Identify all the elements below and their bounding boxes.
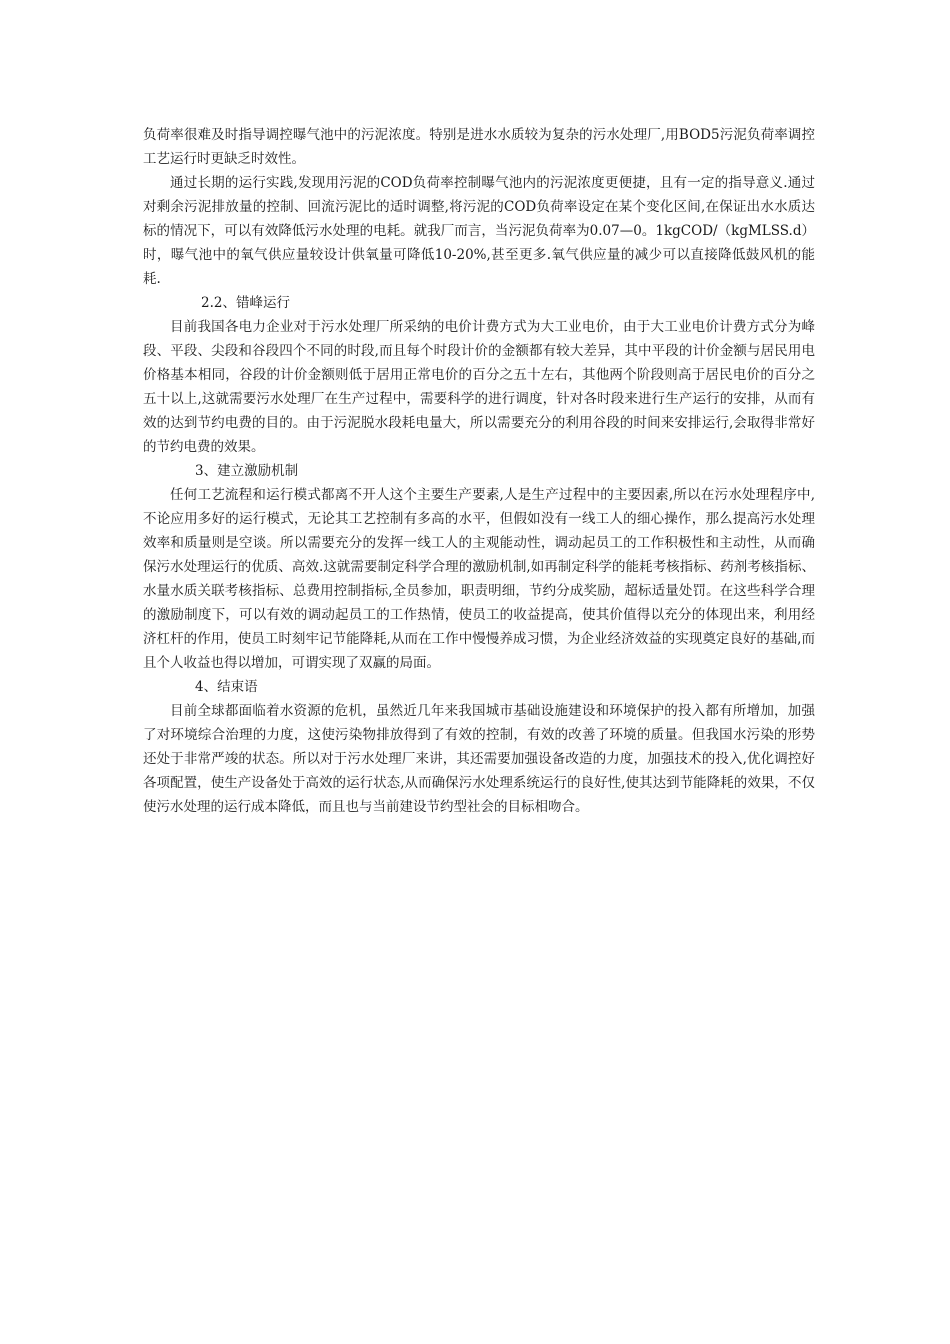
paragraph-incentive-mechanism: 任何工艺流程和运行模式都离不开人这个主要生产要素,人是生产过程中的主要因素,所以在污水处理程序中,不论应用多好的运行模式，无论其工艺控制有多高的水平，但假如没有一线工人的细心操作，那么提高污水处理效率和质量则是空谈。所以需要充分的发挥一线工人的主观能动性，调动起员工的工作积极性和主动性，从而确保污水处理运行的优质、高效.这就需要制定科学合理的激励机制,如再制定科学的能耗考核指标、药剂考核指标、水量水质关联考核指标、总费用控制指标,全员参加，职责明细，节约分成奖励，超标适量处罚。在这些科学合理的激励制度下，可以有效的调动起员工的工作热情，使员工的收益提高，使其价值得以充分的体现出来，利用经济杠杆的作用，使员工时刻牢记节能降耗,从而在工作中慢慢养成习惯，为企业经济效益的实现奠定良好的基础,而且个人收益也得以增加，可谓实现了双赢的局面。	[143, 487, 815, 671]
paragraph-conclusion: 目前全球都面临着水资源的危机，虽然近几年来我国城市基础设施建设和环境保护的投入都有所增加，加强了对环境综合治理的力度，这使污染物排放得到了有效的控制，有效的改善了环境的质量。但我国水污染的形势还处于非常严竣的状态。所以对于污水处理厂来讲，其还需要加强设备改造的力度，加强技术的投入,优化调控好各项配置，使生产设备处于高效的运行状态,从而确保污水处理系统运行的良好性,使其达到节能降耗的效果，不仅使污水处理的运行成本降低，而且也与当前建设节约型社会的目标相吻合。	[143, 703, 815, 815]
paragraph-continuation: 负荷率很难及时指导调控曝气池中的污泥浓度。特别是进水水质较为复杂的污水处理厂,用BOD5污泥负荷率调控工艺运行时更缺乏时效性。	[143, 127, 815, 167]
section-heading-conclusion: 4、结束语	[195, 679, 258, 695]
document-body	[143, 123, 815, 819]
section-heading-incentive: 3、建立激励机制	[195, 463, 299, 479]
paragraph-off-peak-operation: 目前我国各电力企业对于污水处理厂所采纳的电价计费方式为大工业电价，由于大工业电价计费方式分为峰段、平段、尖段和谷段四个不同的时段,而且每个时段计价的金额都有较大差异，其中平段的计价金额与居民用电价格基本相同，谷段的计价金额则低于居用正常电价的百分之五十左右，其他两个阶段则高于居民电价的百分之五十以上,这就需要污水处理厂在生产过程中，需要科学的进行调度，针对各时段来进行生产运行的安排，从而有效的达到节约电费的目的。由于污泥脱水段耗电量大，所以需要充分的利用谷段的时间来安排运行,会取得非常好的节约电费的效果。	[143, 319, 815, 455]
section-heading-off-peak: 2.2、错峰运行	[201, 295, 290, 311]
paragraph-cod-load-rate: 通过长期的运行实践,发现用污泥的COD负荷率控制曝气池内的污泥浓度更便捷，且有一定的指导意义.通过对剩余污泥排放量的控制、回流污泥比的适时调整,将污泥的COD负荷率设定在某个变化区间,在保证出水水质达标的情况下，可以有效降低污水处理的电耗。就我厂而言，当污泥负荷率为0.07—0。1kgCOD/（kgMLSS.d）时，曝气池中的氧气供应量较设计供氧量可降低10-20%,甚至更多.氧气供应量的减少可以直接降低鼓风机的能耗.	[143, 175, 815, 287]
